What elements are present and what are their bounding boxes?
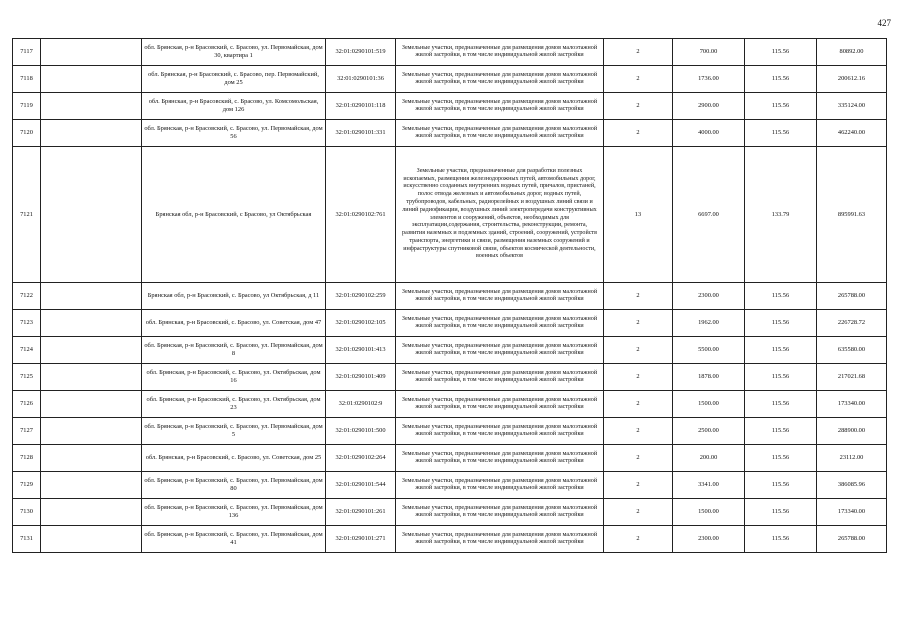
row-id: 7125: [13, 364, 41, 391]
row-group: 13: [604, 147, 673, 283]
row-purpose: Земельные участки, предназначенные для размещения домов малоэтажной жилой застройки, в том числе индивидуальной жилой застройки: [396, 391, 604, 418]
blank-cell: [41, 39, 142, 66]
row-group: 2: [604, 364, 673, 391]
table-row: [13, 418, 887, 445]
row-cadastral-number: 32:01:0290101:36: [326, 66, 396, 93]
row-rate: 115.56: [745, 310, 817, 337]
row-address: обл. Брянская, р-н Брасовский, с. Брасово, пер. Первомайский, дом 25: [142, 66, 326, 93]
row-id: 7130: [13, 499, 41, 526]
row-address: обл. Брянская, р-н Брасовский, с. Брасово, ул. Первомайская, дом 136: [142, 499, 326, 526]
row-cadastral-number: 32:01:0290101:500: [326, 418, 396, 445]
row-id: 7117: [13, 39, 41, 66]
page-number: 427: [877, 18, 891, 28]
row-rate: 115.56: [745, 445, 817, 472]
row-rate: 133.79: [745, 147, 817, 283]
row-cadastral-number: 32:01:0290102:105: [326, 310, 396, 337]
row-id: 7121: [13, 147, 41, 283]
blank-cell: [41, 147, 142, 283]
row-area: 700.00: [673, 39, 745, 66]
row-value: 23112.00: [817, 445, 887, 472]
row-address: обл. Брянская, р-н Брасовский, с. Брасово, ул. Первомайская, дом 41: [142, 526, 326, 553]
row-id: 7126: [13, 391, 41, 418]
row-rate: 115.56: [745, 364, 817, 391]
blank-cell: [41, 499, 142, 526]
table-row: [13, 472, 887, 499]
row-address: обл. Брянская, р-н Брасовский, с. Брасово, ул. Комсомольская, дом 126: [142, 93, 326, 120]
row-group: 2: [604, 39, 673, 66]
row-group: 2: [604, 93, 673, 120]
row-purpose: Земельные участки, предназначенные для размещения домов малоэтажной жилой застройки, в том числе индивидуальной жилой застройки: [396, 39, 604, 66]
row-rate: 115.56: [745, 66, 817, 93]
row-purpose: Земельные участки, предназначенные для размещения домов малоэтажной жилой застройки, в том числе индивидуальной жилой застройки: [396, 66, 604, 93]
row-value: 173340.00: [817, 499, 887, 526]
row-value: 635580.00: [817, 337, 887, 364]
table-row: [13, 310, 887, 337]
blank-cell: [41, 93, 142, 120]
blank-cell: [41, 526, 142, 553]
row-group: 2: [604, 120, 673, 147]
row-address: обл. Брянская, р-н Брасовский, с. Брасово, ул. Советская, дом 47: [142, 310, 326, 337]
row-group: 2: [604, 337, 673, 364]
row-area: 6697.00: [673, 147, 745, 283]
row-area: 3341.00: [673, 472, 745, 499]
blank-cell: [41, 120, 142, 147]
row-purpose: Земельные участки, предназначенные для размещения домов малоэтажной жилой застройки, в том числе индивидуальной жилой застройки: [396, 418, 604, 445]
row-address: обл. Брянская, р-н Брасовский, с. Брасово, ул. Октябрьская, дом 23: [142, 391, 326, 418]
row-value: 386085.96: [817, 472, 887, 499]
blank-cell: [41, 337, 142, 364]
row-cadastral-number: 32:01:0290101:519: [326, 39, 396, 66]
row-area: 1736.00: [673, 66, 745, 93]
row-purpose: Земельные участки, предназначенные для размещения домов малоэтажной жилой застройки, в том числе индивидуальной жилой застройки: [396, 93, 604, 120]
blank-cell: [41, 364, 142, 391]
row-value: 265788.00: [817, 526, 887, 553]
row-rate: 115.56: [745, 472, 817, 499]
blank-cell: [41, 391, 142, 418]
blank-cell: [41, 472, 142, 499]
row-value: 265788.00: [817, 283, 887, 310]
row-value: 335124.00: [817, 93, 887, 120]
table-row: [13, 337, 887, 364]
row-rate: 115.56: [745, 93, 817, 120]
row-purpose: Земельные участки, предназначенные для размещения домов малоэтажной жилой застройки, в том числе индивидуальной жилой застройки: [396, 120, 604, 147]
row-id: 7123: [13, 310, 41, 337]
row-id: 7129: [13, 472, 41, 499]
row-id: 7124: [13, 337, 41, 364]
row-address: обл. Брянская, р-н Брасовский, с. Брасово, ул. Первомайская, дом 56: [142, 120, 326, 147]
row-value: 226728.72: [817, 310, 887, 337]
row-value: 462240.00: [817, 120, 887, 147]
blank-cell: [41, 310, 142, 337]
row-area: 200.00: [673, 445, 745, 472]
row-value: 173340.00: [817, 391, 887, 418]
row-purpose: Земельные участки, предназначенные для размещения домов малоэтажной жилой застройки, в том числе индивидуальной жилой застройки: [396, 526, 604, 553]
row-id: 7119: [13, 93, 41, 120]
row-area: 4000.00: [673, 120, 745, 147]
row-address: обл. Брянская, р-н Брасовский, с. Брасово, ул. Первомайская, дом 30, квартира 1: [142, 39, 326, 66]
row-area: 1500.00: [673, 499, 745, 526]
table-row: [13, 499, 887, 526]
row-group: 2: [604, 310, 673, 337]
row-address: обл. Брянская, р-н Брасовский, с. Брасово, ул. Октябрьская, дом 16: [142, 364, 326, 391]
row-address: Брянская обл, р-н Брасовский, с Брасово, ул Октябрьская: [142, 147, 326, 283]
row-rate: 115.56: [745, 337, 817, 364]
table-row: [13, 66, 887, 93]
blank-cell: [41, 66, 142, 93]
row-rate: 115.56: [745, 418, 817, 445]
row-id: 7118: [13, 66, 41, 93]
row-cadastral-number: 32:01:0290101:261: [326, 499, 396, 526]
row-group: 2: [604, 526, 673, 553]
row-cadastral-number: 32:01:0290102:264: [326, 445, 396, 472]
row-area: 5500.00: [673, 337, 745, 364]
row-purpose: Земельные участки, предназначенные для размещения домов малоэтажной жилой застройки, в том числе индивидуальной жилой застройки: [396, 364, 604, 391]
table-row: [13, 364, 887, 391]
row-value: 200612.16: [817, 66, 887, 93]
row-purpose: Земельные участки, предназначенные для размещения домов малоэтажной жилой застройки, в том числе индивидуальной жилой застройки: [396, 445, 604, 472]
table-row: [13, 147, 887, 283]
row-id: 7122: [13, 283, 41, 310]
row-cadastral-number: 32:01:0290101:118: [326, 93, 396, 120]
row-rate: 115.56: [745, 120, 817, 147]
row-rate: 115.56: [745, 391, 817, 418]
row-area: 1500.00: [673, 391, 745, 418]
row-rate: 115.56: [745, 283, 817, 310]
table-row: [13, 283, 887, 310]
row-purpose: Земельные участки, предназначенные для разработки полезных ископаемых, размещения железнодорожных путей, автомобильных дорог, искусственно созданных внутренних водных путей, причалов, пристаней, полос отвода железных и автомобильных дорог, водных путей, трубопроводов, кабельных, радиорелейных и воздушных линий связи и линий радиофикации, воздушных линий электропередачи конструктивных элементов и сооружений, объектов, необходимых для эксплуатации,содержания, строительства, реконструкции, ремонта, развития наземных и подземных зданий, строений, сооружений, устройств транспорта, энергетики и связи, размещения наземных сооружений и инфраструктуры спутниковой связи, объектов космической деятельности, военных объектов: [396, 147, 604, 283]
row-cadastral-number: 32:01:0290101:409: [326, 364, 396, 391]
row-area: 2300.00: [673, 526, 745, 553]
row-area: 1962.00: [673, 310, 745, 337]
table-row: [13, 526, 887, 553]
table-row: [13, 445, 887, 472]
row-address: обл. Брянская, р-н Брасовский, с. Брасово, ул. Первомайская, дом 5: [142, 418, 326, 445]
blank-cell: [41, 418, 142, 445]
row-cadastral-number: 32:01:0290101:413: [326, 337, 396, 364]
row-group: 2: [604, 499, 673, 526]
table-row: [13, 391, 887, 418]
row-value: 895991.63: [817, 147, 887, 283]
row-value: 288900.00: [817, 418, 887, 445]
table-row: [13, 93, 887, 120]
row-group: 2: [604, 418, 673, 445]
row-group: 2: [604, 445, 673, 472]
row-group: 2: [604, 66, 673, 93]
row-purpose: Земельные участки, предназначенные для размещения домов малоэтажной жилой застройки, в том числе индивидуальной жилой застройки: [396, 499, 604, 526]
row-cadastral-number: 32:01:0290101:271: [326, 526, 396, 553]
row-value: 80892.00: [817, 39, 887, 66]
row-cadastral-number: 32:01:0290101:544: [326, 472, 396, 499]
row-address: обл. Брянская, р-н Брасовский, с. Брасово, ул. Советская, дом 25: [142, 445, 326, 472]
row-group: 2: [604, 472, 673, 499]
row-cadastral-number: 32:01:0290102:9: [326, 391, 396, 418]
row-rate: 115.56: [745, 526, 817, 553]
row-id: 7128: [13, 445, 41, 472]
row-id: 7131: [13, 526, 41, 553]
blank-cell: [41, 445, 142, 472]
row-cadastral-number: 32:01:0290102:761: [326, 147, 396, 283]
row-purpose: Земельные участки, предназначенные для размещения домов малоэтажной жилой застройки, в том числе индивидуальной жилой застройки: [396, 283, 604, 310]
row-cadastral-number: 32:01:0290102:259: [326, 283, 396, 310]
row-area: 2300.00: [673, 283, 745, 310]
land-plots-table: [12, 38, 887, 553]
row-address: Брянская обл, р-н Брасовский, с. Брасово, ул Октябрьская, д 11: [142, 283, 326, 310]
table-body: [13, 39, 887, 553]
row-rate: 115.56: [745, 499, 817, 526]
row-area: 2900.00: [673, 93, 745, 120]
row-cadastral-number: 32:01:0290101:331: [326, 120, 396, 147]
table-row: [13, 39, 887, 66]
row-id: 7127: [13, 418, 41, 445]
row-id: 7120: [13, 120, 41, 147]
row-group: 2: [604, 283, 673, 310]
row-rate: 115.56: [745, 39, 817, 66]
blank-cell: [41, 283, 142, 310]
table-row: [13, 120, 887, 147]
row-value: 217021.68: [817, 364, 887, 391]
row-group: 2: [604, 391, 673, 418]
row-address: обл. Брянская, р-н Брасовский, с. Брасово, ул. Первомайская, дом 80: [142, 472, 326, 499]
row-purpose: Земельные участки, предназначенные для размещения домов малоэтажной жилой застройки, в том числе индивидуальной жилой застройки: [396, 472, 604, 499]
row-area: 2500.00: [673, 418, 745, 445]
row-purpose: Земельные участки, предназначенные для размещения домов малоэтажной жилой застройки, в том числе индивидуальной жилой застройки: [396, 337, 604, 364]
row-area: 1878.00: [673, 364, 745, 391]
row-purpose: Земельные участки, предназначенные для размещения домов малоэтажной жилой застройки, в том числе индивидуальной жилой застройки: [396, 310, 604, 337]
row-address: обл. Брянская, р-н Брасовский, с. Брасово, ул. Первомайская, дом 8: [142, 337, 326, 364]
